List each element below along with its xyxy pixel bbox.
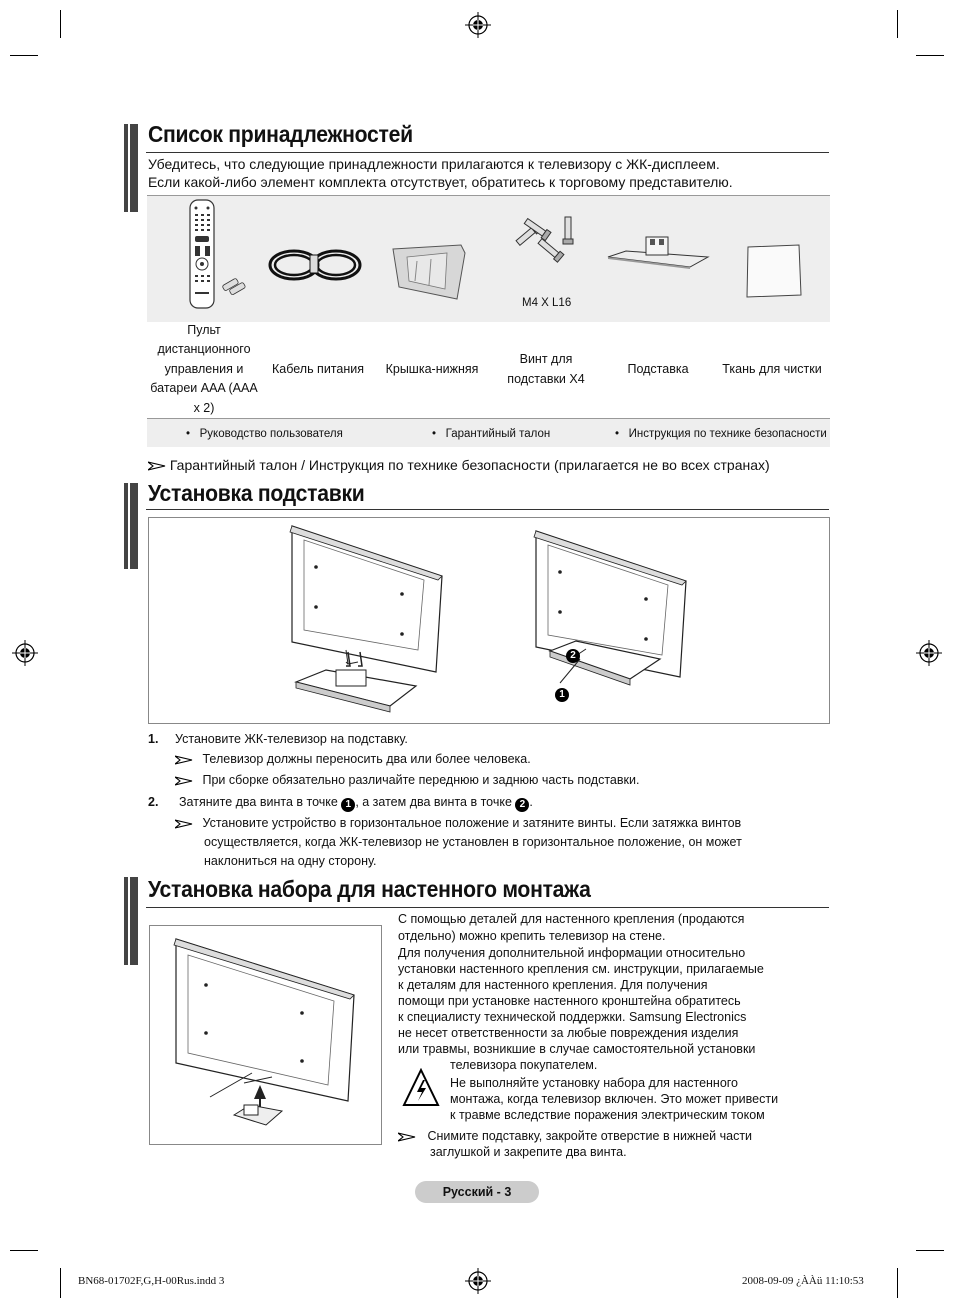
registration-mark-icon [916,640,942,666]
accessories-images-band [147,195,830,322]
title-rule [146,907,829,908]
screw-spec-label: M4 X L16 [522,297,572,309]
note-arrow-icon [175,755,193,765]
doc-item: • Инструкция по технике безопасности [615,428,827,440]
note-text: При сборке обязательно различайте переднюю и заднюю часть подставки. [202,773,640,787]
note-arrow-icon [175,819,193,829]
crop-mark [10,1250,38,1251]
stand-illustration-frame [148,517,830,724]
wall-text: установки настенного крепления см. инструкции, прилагаемые [398,962,764,976]
warning-text: монтажа, когда телевизор включен. Это может привести [450,1092,779,1106]
section-bar [124,483,138,569]
crop-mark [916,1250,944,1251]
note-arrow-icon [148,461,166,471]
step-number: 2. [148,795,159,809]
marker-2 [566,644,580,663]
crop-mark [10,55,38,56]
note-line [175,815,741,831]
wall-text: отдельно) можно крепить телевизор на стене. [398,929,666,943]
wall-text: или травмы, возникшие в случае самостоятельной установки [398,1042,756,1056]
note-text: Снимите подставку, закройте отверстие в нижней части [427,1129,753,1143]
wall-mount-illustration [170,935,360,1135]
warning-text: к травме вследствие поражения электрическим током [450,1108,765,1122]
title-rule [146,509,829,510]
marker-1 [555,683,569,702]
wall-text: не несет ответственности за любые повреждения изделия [398,1026,739,1040]
accessories-title: Список принадлежностей [148,121,413,147]
marker-1-circle: 1 [555,688,569,702]
step-text: Установите ЖК-телевизор на подставку. [175,732,408,746]
inline-marker-1: 1 [341,798,355,812]
note-arrow-icon [398,1132,416,1142]
intro-line: Убедитесь, что следующие принадлежности прилагаются к телевизору с ЖК-дисплеем. [148,156,720,172]
accessory-label: Пульт дистанционного управления и батареи AAA (AAA x 2) [150,322,258,415]
cleaning-cloth-icon [745,243,803,299]
electric-shock-warning-icon [402,1068,440,1108]
doc-item: • Гарантийный талон [432,428,551,440]
stand-icon [606,233,710,271]
warning-text: Не выполняйте установку набора для настенного [450,1076,739,1090]
wall-text: к специалисту технической поддержки. Samsung Electronics [398,1010,747,1024]
accessory-label: Кабель питания [271,361,364,376]
footer-file: BN68-01702F,G,H-00Rus.indd 3 [78,1275,225,1287]
doc-label: Руководство пользователя [199,428,343,440]
crop-mark [60,10,61,38]
stand-screw-icon [512,213,582,273]
note-text: осуществляется, когда ЖК-телевизор не установлен в горизонтальное положение, он может [204,835,742,849]
page-number-badge: Русский - 3 [415,1181,539,1203]
note-line [148,457,770,473]
wall-text: Для получения дополнительной информации относительно [398,946,746,960]
wall-text: С помощью деталей для настенного крепления (продаются [398,912,745,926]
step2-part: , а затем два винта в точке [355,795,512,809]
tv-on-stand-illustration [286,522,448,717]
accessory-label: Подставка [627,361,689,376]
crop-mark [60,1268,61,1298]
registration-mark-icon [12,640,38,666]
stand-install-title: Установка подставки [148,480,365,506]
crop-mark [897,1268,898,1298]
crop-mark [916,55,944,56]
section-bar [124,124,138,212]
power-cable-icon [266,243,366,288]
accessory-label: Крышка-нижняя [385,361,479,376]
wall-text: помощи при установке настенного кронштейна обратитесь [398,994,741,1008]
crop-mark [897,10,898,38]
doc-label: Инструкция по технике безопасности [628,428,827,440]
note-line [175,751,531,767]
note-line [175,772,639,788]
section-bar [124,877,138,965]
note-text: Установите устройство в горизонтальное положение и затяните винты. Если затяжка винтов [202,816,742,830]
note-text: Гарантийный талон / Инструкция по технике безопасности (прилагается не во всех странах) [169,457,770,473]
marker-2-circle: 2 [566,649,580,663]
title-rule [146,152,829,153]
registration-mark-icon [465,1268,491,1294]
step-text [179,794,533,812]
wall-text: к деталям для настенного крепления. Для получения [398,978,708,992]
note-text: заглушкой и закрепите два винта. [430,1145,627,1159]
note-line [398,1128,752,1144]
note-text: Телевизор должны переносить два или более человека. [202,752,531,766]
intro-line: Если какой-либо элемент комплекта отсутствует, обратитесь к торговому представителю. [148,174,733,190]
wall-mount-title: Установка набора для настенного монтажа [148,876,591,902]
step2-part: . [529,795,533,809]
remote-control-icon [186,198,248,310]
doc-item: • Руководство пользователя [186,428,343,440]
bottom-cover-icon [387,243,467,301]
wall-text: телевизора покупателем. [450,1058,598,1072]
accessory-label: Винт для подставки X4 [507,352,585,386]
tv-screw-illustration [530,527,692,697]
doc-label: Гарантийный талон [445,428,551,440]
accessory-label: Ткань для чистки [722,361,822,376]
inline-marker-2: 2 [515,798,529,812]
step2-part: Затяните два винта в точке [179,795,338,809]
footer-timestamp: 2008-09-09 ¿ÀÀü 11:10:53 [742,1275,864,1287]
registration-mark-icon [465,12,491,38]
step-number: 1. [148,732,159,746]
note-arrow-icon [175,776,193,786]
note-text: наклониться на одну сторону. [204,854,377,868]
